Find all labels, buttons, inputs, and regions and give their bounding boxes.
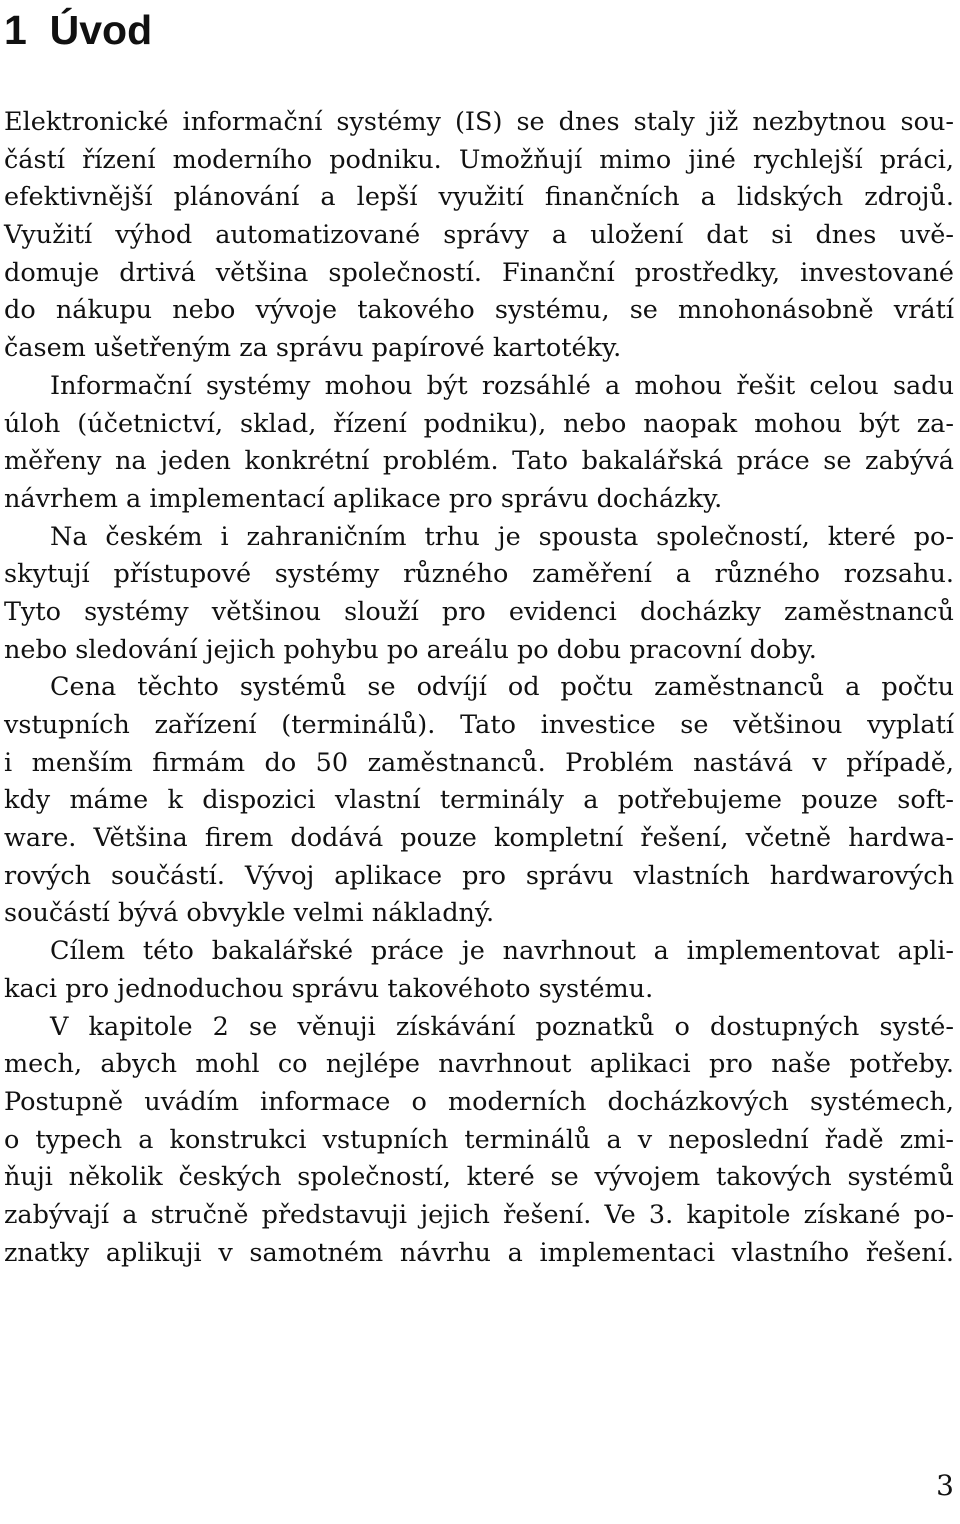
text-line: Tyto systémy většinou slouží pro evidenci docházky zaměstnanců <box>4 596 954 627</box>
text-line: úloh (účetnictví, sklad, řízení podniku), nebo naopak mohou být za- <box>4 408 954 439</box>
text-line: Cílem této bakalářské práce je navrhnout a implementovat apli- <box>50 936 954 967</box>
body-text <box>4 104 954 1272</box>
text-line: Na českém i zahraničním trhu je spousta společností, které po- <box>50 521 954 552</box>
text-line: skytují přístupové systémy různého zaměření a různého rozsahu. <box>4 559 954 590</box>
page-number: 3 <box>936 1469 954 1502</box>
text-line: rových součástí. Vývoj aplikace pro správu vlastních hardwarových <box>4 860 954 891</box>
text-line: ware. Většina firem dodává pouze kompletní řešení, včetně hardwa- <box>4 823 954 854</box>
text-line: Využití výhod automatizované správy a uložení dat si dnes uvě- <box>4 220 954 251</box>
text-line: mech, abych mohl co nejlépe navrhnout aplikaci pro naše potřeby. <box>4 1049 954 1080</box>
text-line: Informační systémy mohou být rozsáhlé a mohou řešit celou sadu <box>50 370 954 401</box>
text-line: součástí bývá obvykle velmi nákladný. <box>4 898 495 929</box>
text-line: měřeny na jeden konkrétní problém. Tato bakalářská práce se zabývá <box>4 446 954 477</box>
chapter-title: Úvod <box>49 7 153 53</box>
text-line: nebo sledování jejich pohybu po areálu po dobu pracovní doby. <box>4 634 817 665</box>
chapter-number: 1 <box>4 7 27 53</box>
text-line: časem ušetřeným za správu papírové kartotéky. <box>4 333 622 364</box>
text-line: efektivnější plánování a lepší využití finančních a lidských zdrojů. <box>4 182 954 213</box>
text-line: Postupně uvádím informace o moderních docházkových systémech, <box>4 1086 954 1117</box>
text-line: ňuji několik českých společností, které se vývojem takových systémů <box>4 1162 954 1193</box>
text-line: znatky aplikuji v samotném návrhu a implementaci vlastního řešení. <box>4 1237 954 1268</box>
text-line: i menším firmám do 50 zaměstnanců. Problém nastává v případě, <box>4 747 954 778</box>
text-line: kdy máme k dispozici vlastní terminály a potřebujeme pouze soft- <box>4 785 954 816</box>
text-line: vstupních zařízení (terminálů). Tato investice se většinou vyplatí <box>4 710 954 740</box>
chapter-heading <box>4 6 152 54</box>
text-line: Cena těchto systémů se odvíjí od počtu zaměstnanců a počtu <box>50 672 954 703</box>
text-line: návrhem a implementací aplikace pro správu docházky. <box>4 483 723 514</box>
text-line: domuje drtivá většina společností. Finanční prostředky, investované <box>4 257 954 288</box>
text-line: Elektronické informační systémy (IS) se dnes staly již nezbytnou sou- <box>4 107 954 137</box>
text-line: do nákupu nebo vývoje takového systému, se mnohonásobně vrátí <box>4 295 954 326</box>
text-line: o typech a konstrukci vstupních terminálů a v neposlední řadě zmi- <box>4 1124 954 1155</box>
text-line: zabývají a stručně představuji jejich řešení. Ve 3. kapitole získané po- <box>4 1199 954 1230</box>
text-line: kaci pro jednoduchou správu takovéhoto systému. <box>4 973 654 1004</box>
text-line: V kapitole 2 se věnuji získávání poznatků o dostupných systé- <box>50 1011 954 1042</box>
text-line: částí řízení moderního podniku. Umožňují mimo jiné rychlejší práci, <box>4 144 954 175</box>
